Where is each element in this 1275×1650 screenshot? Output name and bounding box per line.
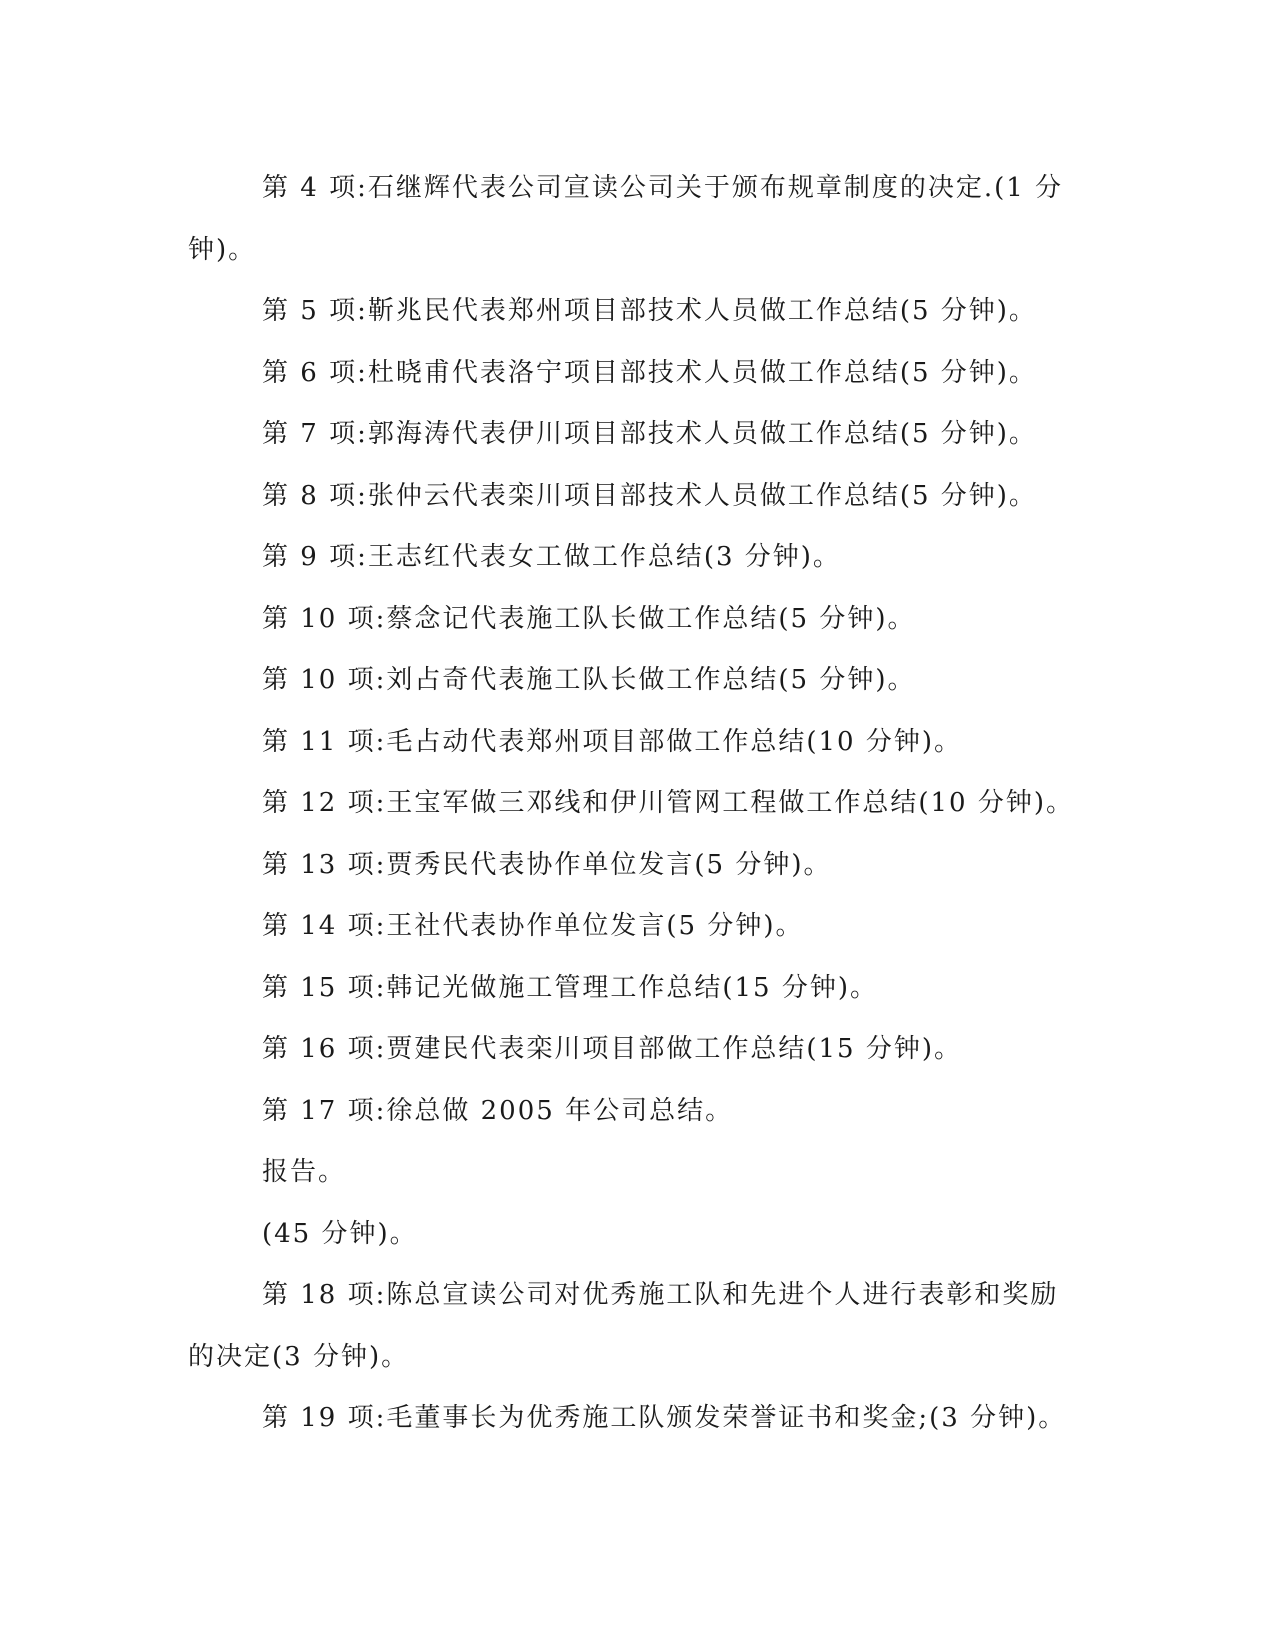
agenda-item-9: 第 9 项:王志红代表女工做工作总结(3 分钟)。 [262,542,841,572]
agenda-item-10a: 第 10 项:蔡念记代表施工队长做工作总结(5 分钟)。 [262,603,916,634]
agenda-item-13: 第 13 项:贾秀民代表协作单位发言(5 分钟)。 [262,849,832,880]
agenda-item-8: 第 8 项:张仲云代表栾川项目部技术人员做工作总结(5 分钟)。 [262,480,1037,511]
agenda-item-5: 第 5 项:靳兆民代表郑州项目部技术人员做工作总结(5 分钟)。 [262,296,1037,326]
agenda-item-17-report: 报告。 [262,1157,347,1187]
agenda-item-18-continuation: 的决定(3 分钟)。 [188,1341,410,1372]
document-body [188,158,1075,1450]
agenda-item-12: 第 12 项:王宝军做三邓线和伊川管网工程做工作总结(10 分钟)。 [262,788,1075,818]
agenda-item-17-duration: (45 分钟)。 [262,1218,418,1249]
agenda-item-15: 第 15 项:韩记光做施工管理工作总结(15 分钟)。 [262,972,879,1003]
agenda-item-17: 第 17 项:徐总做 2005 年公司总结。 [262,1095,734,1126]
agenda-item-19: 第 19 项:毛董事长为优秀施工队颁发荣誉证书和奖金;(3 分钟)。 [262,1403,1067,1433]
agenda-item-4-continuation: 钟)。 [188,234,257,265]
agenda-item-16: 第 16 项:贾建民代表栾川项目部做工作总结(15 分钟)。 [262,1034,963,1064]
agenda-item-11: 第 11 项:毛占动代表郑州项目部做工作总结(10 分钟)。 [262,726,963,757]
agenda-item-14: 第 14 项:王社代表协作单位发言(5 分钟)。 [262,911,804,941]
agenda-item-10b: 第 10 项:刘占奇代表施工队长做工作总结(5 分钟)。 [262,665,916,695]
agenda-item-6: 第 6 项:杜晓甫代表洛宁项目部技术人员做工作总结(5 分钟)。 [262,357,1037,388]
agenda-item-18: 第 18 项:陈总宣读公司对优秀施工队和先进个人进行表彰和奖励 [262,1280,1059,1310]
agenda-item-7: 第 7 项:郭海涛代表伊川项目部技术人员做工作总结(5 分钟)。 [262,419,1037,449]
agenda-item-4: 第 4 项:石继辉代表公司宣读公司关于颁布规章制度的决定.(1 分 [262,173,1064,203]
